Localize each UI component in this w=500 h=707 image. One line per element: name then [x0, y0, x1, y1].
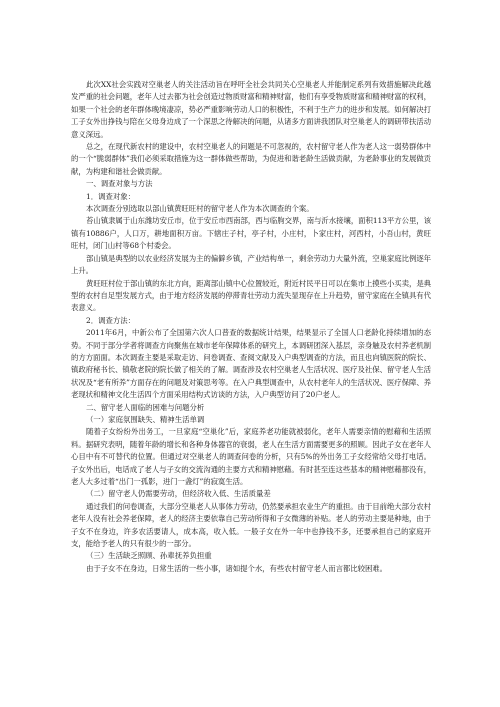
section-2-3-title: （三）生活缺乏照顾、孙辈抚养负担重 — [86, 551, 212, 561]
intro-paragraph-2: 总之，在现代新农村的建设中，农村空巢老人的问题是不可忽视的，农村留守老人作为老人这一弱势群体中的一个“脆弱群体”我们必须采取措施为这一群体做些帮助，为促进和谐老龄生活做贡献，为老龄事业的发展做贡献，为构建和谐社会做贡献。 — [71, 142, 432, 176]
section-2-1-title: （一）家庭氛围缺失、精神生活单调 — [86, 414, 205, 424]
section-1-1-paragraph-1: 本次调查分别选取以部山镇黄旺旺村的留守老人作为本次调查的个案。 — [86, 204, 314, 214]
document-body — [71, 79, 431, 575]
section-1-2-title: 2．调查方法： — [86, 315, 136, 325]
section-1-2-paragraph-1: 2011年6月，中新公布了全国第六次人口普查的数据统计结果，结果显示了全国人口老龄化持续增加的态势。不同于部分学者将调查方向聚焦在城市老年保障体系的研究上，本调研团深入基层，亲身触及农村养老机制的方方面面。本次调查主要是采取走访、问卷调查、查阅文献及入户典型调查的方法，而且也向镇医院的院长、镇政府秘书长、镇敬老院的院长做了相关的了解。调查涉及农村空巢老人生活状况、医疗及社保、留守老人生活状况及“老有所养”方面存在的问题及对策思考等。在入户典型调查中，从农村老年人的生活状况、医疗保障、养老现状和精神文化生活四个方面采用结构式访谈的方法，入户典型访问了20户老人。 — [71, 328, 431, 400]
section-1-1-title: 1．调查对象： — [86, 191, 136, 201]
section-2-2-paragraph-1: 通过我们的问卷调查，大部分空巢老人从事体力劳动，仍然要承担农业生产的重担。由于目前绝大部分农村老年人没有社会养老保障，老人的经济主要依靠自己劳动所得和子女微薄的补贴。老人的劳动主要是种地，由于子女不在身边，许多农活要请人，成本高，收入低。一般子女在外一年中也挣钱不多，还要承担自己的家庭开支，能给予老人的只有很少的一部分。 — [71, 501, 432, 549]
section-1-1-paragraph-3: 部山镇是典型的以农业经济发展为主的偏僻乡镇，产业结构单一，剩余劳动力大量外流，空巢家庭比例逐年上升。 — [71, 253, 432, 276]
section-1-1-paragraph-4: 黄旺旺村位于部山镇的东北方向，距离部山镇中心位置较近，附近村民平日可以在集市上摸些小买卖，是典型的农村自足型发展方式，由于地方经济发展的停滞青壮劳动力流失显现存在上升趋势，留守家庭在全镇具有代表意义。 — [71, 278, 432, 313]
section-1-1-paragraph-2: 苔山镇隶属于山东潍坊安丘市，位于安丘市西南部，西与临朐交界，南与沂水接壤，面积113平方公里，该镇有10886户，人口万，耕地面积万亩。下辖庄子村，亭子村，小庄村，卜家庄村，河西村，小吾山村，黄旺旺村，闭门山村等68个村委会。 — [71, 216, 431, 251]
section-2-1-paragraph-1: 随着子女纷纷外出务工，一旦家庭“空巢化”后，家庭养老功能就被弱化，老年人需要亲情的慰藉和生活照料。据研究表明，随着年龄的增长和各种身体器官的衰弱，老人在生活方面需要更多的照顾。因此子女在老年人心目中有不可替代的位置。但通过对空巢老人的调查问卷的分析，只有5%的外出务工子女经常给父母打电话。子女外出后，电话成了老人与子女的交流沟通的主要方式和精神慰藉。有时甚至连这些基本的精神慰藉都没有，老人大多过着“出门一孤影，进门一盏灯”的寂寞生活。 — [71, 427, 431, 486]
intro-paragraph-1: 此次XX社会实践对空巢老人的关注活动旨在呼吁全社会共同关心空巢老人并能制定系列有效措施解决此越发严重的社会问题，老年人过去都为社会创造过物质财富和精神财富，他们有享受物质财富和精神财富的权利，如果一个社会的老年群体晚境凄凉，势必严重影响劳动人口的积极性，不利于生产力的进步和发展。如何解决打工子女外出挣钱与陪在父母身边成了一个深思之待解决的问题，从诸多方面讲我团队对空巢老人的调研带扶活动意义深远。 — [71, 80, 431, 139]
section-2-title: 二、留守老人面临的困难与问题分析 — [86, 402, 205, 412]
section-2-2-title: （二）留守老人仍需要劳动，但经济收入低、生活质量差 — [86, 489, 271, 499]
section-2-3-paragraph-1: 由于子女不在身边，日常生活的一些小事，诸如提个水，有些农村留守老人而言都比较困难。 — [86, 563, 387, 573]
section-1-title: 一、调查对象与方法 — [86, 179, 153, 189]
